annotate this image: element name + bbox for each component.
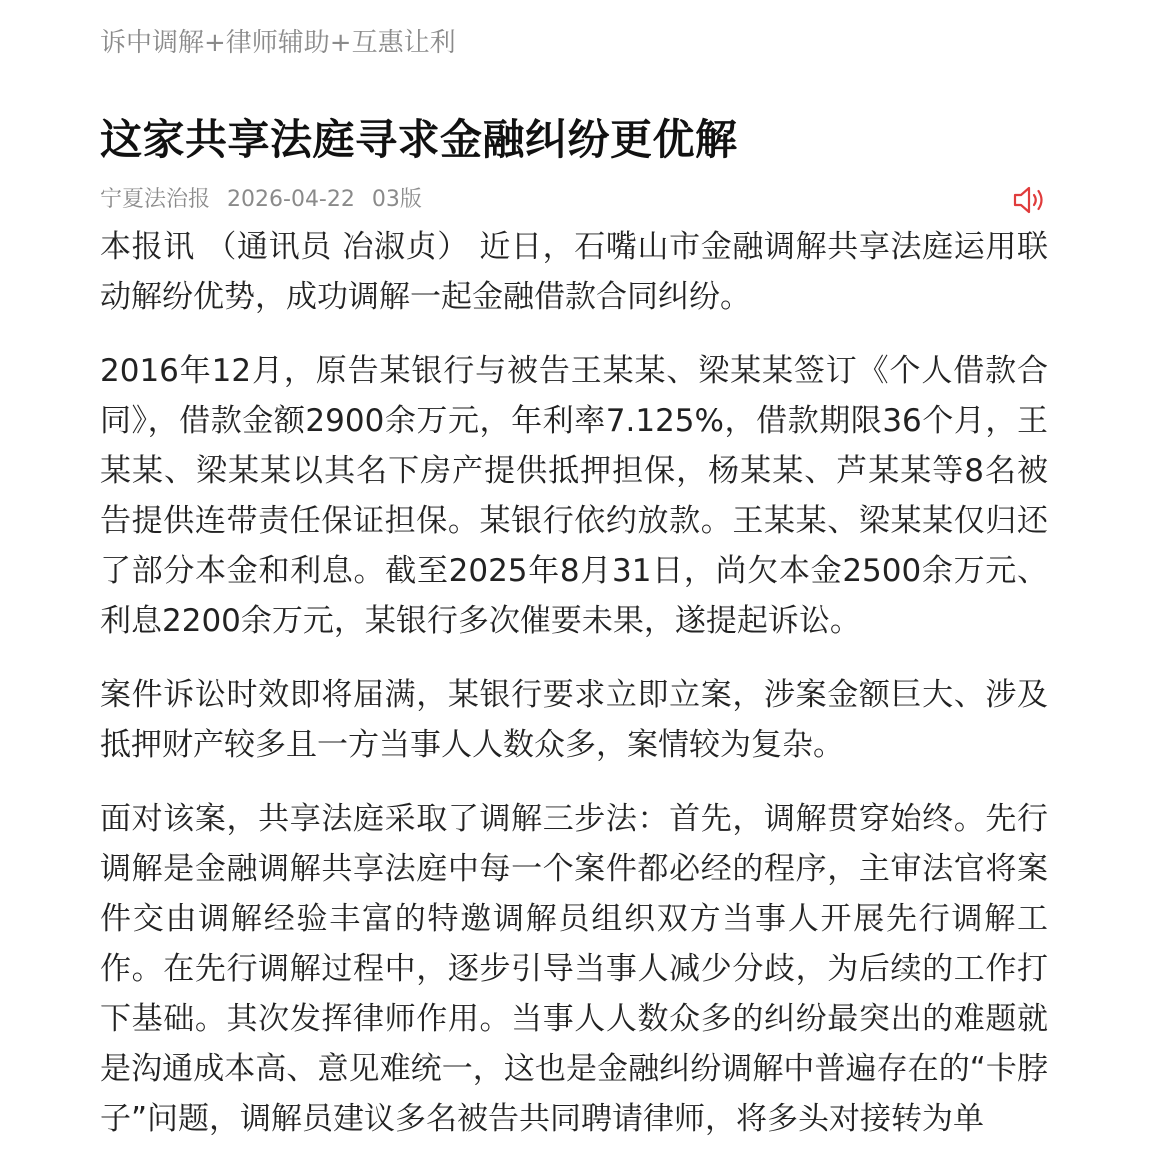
article-subtitle: 诉中调解+律师辅助+互惠让利 — [100, 28, 456, 58]
article-paragraph: 案件诉讼时效即将届满，某银行要求立即立案，涉案金额巨大、涉及抵押财产较多且一方当事人人数众多，案情较为复杂。 — [100, 677, 1048, 763]
article-headline: 这家共享法庭寻求金融纠纷更优解 — [100, 115, 738, 164]
article-source: 宁夏法治报 — [100, 187, 211, 212]
article-date: 2026-04-22 — [227, 187, 355, 212]
article-paragraph: 2016年12月，原告某银行与被告王某某、梁某某签订《个人借款合同》，借款金额2900余万元，年利率7.125%，借款期限36个月，王某某、梁某某以其名下房产提供抵押担保，杨某某、芦某某等8名被告提供连带责任保证担保。某银行依约放款。王某某、梁某某仅归还了部分本金和利息。截至2025年8月31日，尚欠本金2500余万元、利息2200余万元，某银行多次催要未果，遂提起诉讼。 — [100, 353, 1048, 639]
speaker-icon[interactable] — [1012, 184, 1048, 216]
article-page: 03版 — [371, 187, 422, 212]
article-body — [100, 222, 1048, 1144]
article-paragraph: 面对该案，共享法庭采取了调解三步法：首先，调解贯穿始终。先行调解是金融调解共享法庭中每一个案件都必经的程序，主审法官将案件交由调解经验丰富的特邀调解员组织双方当事人开展先行调解工作。在先行调解过程中，逐步引导当事人减少分歧，为后续的工作打下基础。其次发挥律师作用。当事人人数众多的纠纷最突出的难题就是沟通成本高、意见难统一，这也是金融纠纷调解中普遍存在的“卡脖子”问题，调解员建议多名被告共同聘请律师，将多头对接转为单 — [100, 801, 1048, 1137]
article-paragraph: 本报讯 （通讯员 冶淑贞） 近日，石嘴山市金融调解共享法庭运用联动解纷优势，成功调解一起金融借款合同纠纷。 — [100, 229, 1048, 315]
article-meta — [100, 182, 1048, 218]
article — [100, 0, 1048, 1168]
